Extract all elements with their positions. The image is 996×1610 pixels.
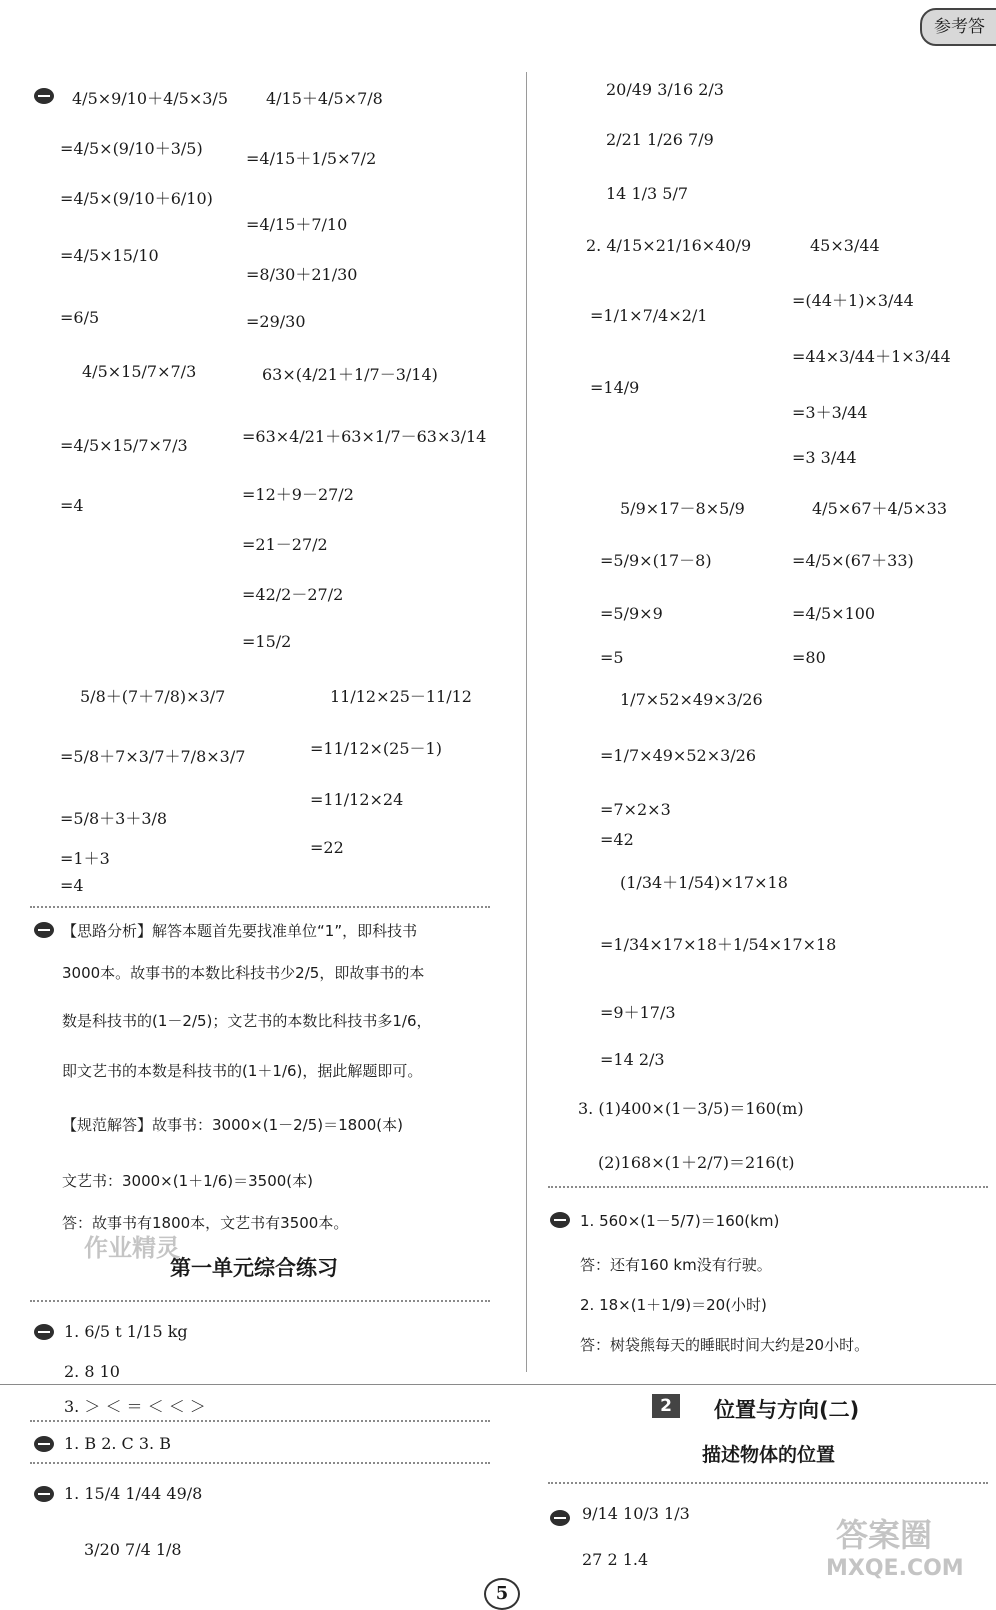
calc-e-line2: =5/8＋7×3/7＋7/8×3/7 [60, 747, 246, 766]
q2b-line5: =3 3/44 [792, 448, 857, 467]
q2b-line1: 45×3/44 [810, 236, 880, 255]
calc-d-line3: =12＋9－27/2 [242, 485, 354, 504]
calc-b-line5: =29/30 [246, 312, 306, 331]
q2a-line2: =1/1×7/4×2/1 [590, 306, 708, 325]
q2b-line3: =44×3/44＋1×3/44 [792, 347, 951, 366]
answer-reference-tab: 参考答 [920, 8, 996, 46]
q2e-line3: =7×2×3 [600, 800, 671, 819]
divider-dotted [30, 1300, 490, 1302]
solution-line1: 【规范解答】故事书：3000×(1－2/5)＝1800(本) [62, 1116, 404, 1134]
unit-review-title: 第一单元综合练习 [170, 1256, 338, 1280]
calc-f-line3: =11/12×24 [310, 790, 404, 809]
calc-d-line2: =63×4/21＋63×1/7－63×3/14 [242, 427, 487, 446]
q2d-line3: =4/5×100 [792, 604, 876, 623]
calc-a-line3: =4/5×(9/10＋6/10) [60, 189, 213, 208]
solution-line2: 文艺书：3000×(1＋1/6)＝3500(本) [62, 1172, 314, 1190]
calc-a-line4: =4/5×15/10 [60, 246, 159, 265]
q2c-line3: =5/9×9 [600, 604, 663, 623]
calc-b-line1: 4/15＋4/5×7/8 [266, 89, 383, 108]
section-four-badge-b [550, 1212, 570, 1228]
calc-a-line1: 4/5×9/10＋4/5×3/5 [72, 89, 228, 108]
q2e-line4: =42 [600, 830, 634, 849]
section-three-badge-b [34, 1486, 54, 1502]
position-answers-row2: 27 2 1.4 [582, 1550, 649, 1569]
calc-d-line5: =42/2－27/2 [242, 585, 344, 604]
divider-dotted [30, 1420, 490, 1422]
section-one-badge-b [550, 1510, 570, 1526]
exercise3-line1: 1. 15/4 1/44 49/8 [64, 1484, 203, 1503]
calc-e-line1: 5/8＋(7＋7/8)×3/7 [80, 687, 226, 706]
section-two-badge [34, 1436, 54, 1452]
analysis-line2: 3000本。故事书的本数比科技书少2/5，即故事书的本 [62, 964, 425, 982]
exercise1-line1: 1. 6/5 t 1/15 kg [64, 1322, 188, 1341]
calc-f-line4: =22 [310, 838, 344, 857]
site-watermark: 答案圈 [836, 1516, 933, 1554]
section-title: 位置与方向(二) [714, 1398, 860, 1422]
q2f-line4: =14 2/3 [600, 1050, 665, 1069]
position-answers-row1: 9/14 10/3 1/3 [582, 1504, 690, 1523]
calc-b-line3: =4/15＋7/10 [246, 215, 348, 234]
q2d-line1: 4/5×67＋4/5×33 [812, 499, 948, 518]
exercise2-answers: 1. B 2. C 3. B [64, 1434, 171, 1453]
q2f-line3: =9＋17/3 [600, 1003, 676, 1022]
divider-dotted [30, 906, 490, 908]
calc-a-line5: =6/5 [60, 308, 100, 327]
calc-c-line3: =4 [60, 496, 84, 515]
analysis-line4: 即文艺书的本数是科技书的(1＋1/6)，据此解题即可。 [62, 1062, 423, 1080]
faint-watermark: 作业精灵 [84, 1234, 180, 1262]
grid-row1: 20/49 3/16 2/3 [606, 80, 724, 99]
calc-f-line1: 11/12×25－11/12 [330, 687, 472, 706]
calc-e-line3: =5/8＋3＋3/8 [60, 809, 168, 828]
part4-line3: 2. 18×(1＋1/9)＝20(小时) [580, 1296, 767, 1314]
q3-line1: 3. (1)400×(1－3/5)＝160(m) [578, 1099, 804, 1118]
section-subtitle: 描述物体的位置 [702, 1444, 836, 1466]
solution-answer: 答：故事书有1800本，文艺书有3500本。 [62, 1214, 349, 1232]
exercise1-line3: 3. ＞ ＜ ＝ ＜ ＜ ＞ [64, 1397, 206, 1416]
exercise3-line2: 3/20 7/4 1/8 [84, 1540, 182, 1559]
exercise1-line2: 2. 8 10 [64, 1362, 120, 1381]
q2e-line2: =1/7×49×52×3/26 [600, 746, 757, 765]
section-four-badge [34, 922, 54, 938]
analysis-line3: 数是科技书的(1－2/5)；文艺书的本数比科技书多1/6， [62, 1012, 432, 1030]
divider-dotted [548, 1186, 988, 1188]
calc-e-line5: =4 [60, 876, 84, 895]
calc-c-line2: =4/5×15/7×7/3 [60, 436, 188, 455]
q2c-line2: =5/9×(17－8) [600, 551, 712, 570]
q2b-line2: =(44＋1)×3/44 [792, 291, 914, 310]
site-watermark-url: MXQE.COM [826, 1556, 964, 1581]
grid-row2: 2/21 1/26 7/9 [606, 130, 714, 149]
grid-row3: 14 1/3 5/7 [606, 184, 689, 203]
calc-a-line2: =4/5×(9/10＋3/5) [60, 139, 203, 158]
q2c-line4: =5 [600, 648, 624, 667]
page-number: 5 [484, 1578, 520, 1610]
calc-d-line1: 63×(4/21＋1/7－3/14) [262, 365, 438, 384]
calc-b-line2: =4/15＋1/5×7/2 [246, 149, 377, 168]
q2d-line4: =80 [792, 648, 826, 667]
q2b-line4: =3＋3/44 [792, 403, 868, 422]
calc-f-line2: =11/12×(25－1) [310, 739, 442, 758]
q2a-line1: 2. 4/15×21/16×40/9 [586, 236, 752, 255]
section-one-badge [34, 1324, 54, 1340]
calc-c-line1: 4/5×15/7×7/3 [82, 362, 197, 381]
part4-line2: 答：还有160 km没有行驶。 [580, 1256, 772, 1274]
q2f-line1: (1/34＋1/54)×17×18 [620, 873, 788, 892]
part4-line1: 1. 560×(1－5/7)＝160(km) [580, 1212, 780, 1230]
divider-dotted [548, 1482, 988, 1484]
calc-e-line4: =1＋3 [60, 849, 110, 868]
part4-line4: 答：树袋熊每天的睡眠时间大约是20小时。 [580, 1336, 870, 1354]
q2e-line1: 1/7×52×49×3/26 [620, 690, 763, 709]
q2d-line2: =4/5×(67＋33) [792, 551, 914, 570]
analysis-line1: 【思路分析】解答本题首先要找准单位“1”，即科技书 [62, 922, 418, 940]
divider-dotted [30, 1462, 490, 1464]
q2a-line3: =14/9 [590, 378, 640, 397]
section-number-badge: 2 [652, 1394, 680, 1418]
section-three-badge [34, 88, 54, 104]
q2f-line2: =1/34×17×18＋1/54×17×18 [600, 935, 837, 954]
calc-d-line4: =21－27/2 [242, 535, 328, 554]
q3-line2: (2)168×(1＋2/7)＝216(t) [598, 1153, 795, 1172]
calc-d-line6: =15/2 [242, 632, 292, 651]
calc-b-line4: =8/30＋21/30 [246, 265, 358, 284]
divider-solid [0, 1384, 996, 1385]
column-divider [526, 72, 527, 1372]
q2c-line1: 5/9×17－8×5/9 [620, 499, 745, 518]
